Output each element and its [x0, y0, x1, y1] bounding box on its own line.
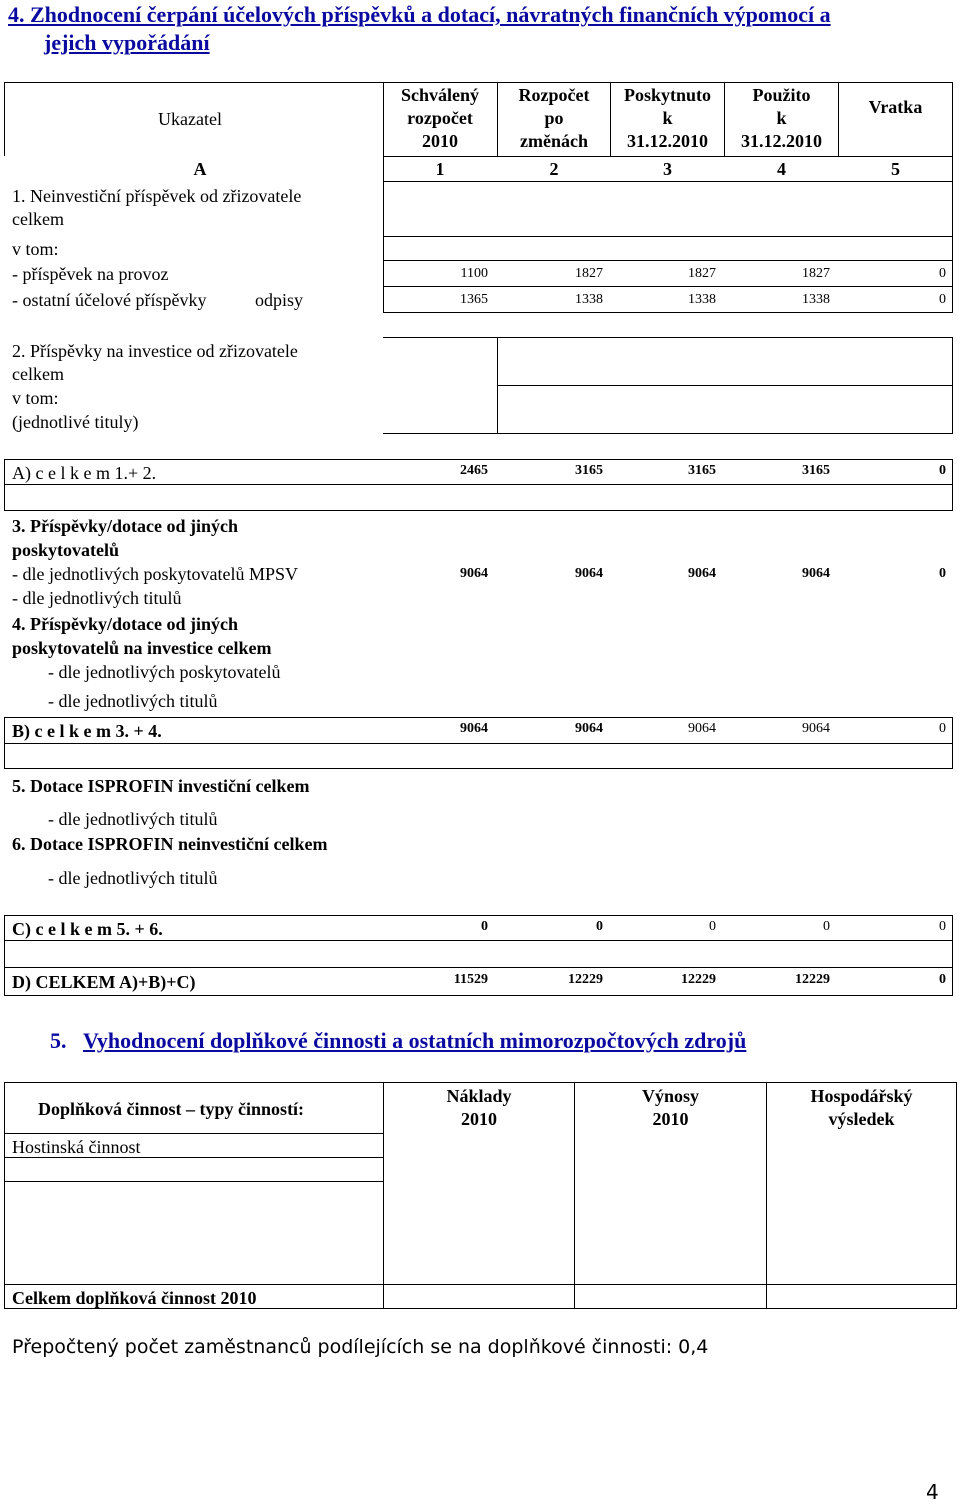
row-ostatni-v4: 1338: [802, 292, 830, 307]
section-4-title-line2: jejich vypořádání: [44, 30, 210, 55]
sum-c-label: C) c e l k e m 5. + 6.: [12, 919, 163, 939]
sum-b-v5: 0: [939, 721, 946, 736]
row-3-titulu: - dle jednotlivých titulů: [12, 588, 182, 608]
sum-c-v5: 0: [939, 919, 946, 934]
vtom-label-2: v tom:: [12, 388, 59, 408]
row-mpsv-v4: 9064: [802, 566, 830, 581]
sum-d-v3: 12229: [681, 972, 716, 987]
row-5-label: 5. Dotace ISPROFIN investiční celkem: [12, 776, 310, 796]
row-mpsv-v5: 0: [939, 566, 946, 581]
header-revised-budget: Rozpočet po změnách: [518, 85, 590, 151]
header-approved-budget: Schválený rozpočet 2010: [400, 85, 479, 151]
row-mpsv-v2: 9064: [575, 566, 603, 581]
sum-b-v3: 9064: [688, 721, 716, 736]
sum-d-v5: 0: [939, 972, 946, 987]
row-provoz-v5: 0: [939, 266, 946, 281]
vtom-label: v tom:: [12, 239, 59, 259]
sum-c-v3: 0: [709, 919, 716, 934]
row-mpsv-v3: 9064: [688, 566, 716, 581]
sum-d-label: D) CELKEM A)+B)+C): [12, 972, 196, 992]
row-ostatni-v2: 1338: [575, 292, 603, 307]
row-4-titulu: - dle jednotlivých titulů: [48, 691, 218, 711]
row-2-label-cont: celkem: [12, 364, 64, 384]
row-provoz-v1: 1100: [460, 266, 488, 281]
row-1-label: 1. Neinvestiční příspěvek od zřizovatele: [12, 186, 302, 206]
row-ostatni-v1: 1365: [460, 292, 488, 307]
sum-b-v2: 9064: [575, 721, 603, 736]
sum-a-v4: 3165: [802, 463, 830, 478]
row-ostatni-sub: odpisy: [255, 290, 304, 310]
row-provoz-v3: 1827: [688, 266, 716, 281]
index-4: 4: [777, 159, 786, 179]
sum-a-v5: 0: [939, 463, 946, 478]
header-costs: Náklady 2010: [446, 1086, 512, 1129]
row-provoz-v4: 1827: [802, 266, 830, 281]
sum-c-v1: 0: [481, 919, 488, 934]
row-3-label-cont: poskytovatelů: [12, 540, 120, 560]
index-1: 1: [435, 159, 445, 179]
sum-d-v2: 12229: [568, 972, 603, 987]
sum-a-v3: 3165: [688, 463, 716, 478]
sum-b-v1: 9064: [460, 721, 488, 736]
total-supplementary: Celkem doplňková činnost 2010: [12, 1288, 257, 1308]
row-5-titulu: - dle jednotlivých titulů: [48, 809, 218, 829]
row-2-label: 2. Příspěvky na investice od zřizovatele: [12, 341, 298, 361]
row-ostatni-v3: 1338: [688, 292, 716, 307]
row-mpsv-label: - dle jednotlivých poskytovatelů MPSV: [12, 564, 298, 584]
row-mpsv-v1: 9064: [460, 566, 488, 581]
sum-d-v4: 12229: [795, 972, 830, 987]
sum-a-v2: 3165: [575, 463, 603, 478]
header-indicator: Ukazatel: [158, 109, 222, 129]
index-a: A: [193, 159, 207, 179]
tituly-label: (jednotlivé tituly): [12, 412, 139, 432]
sum-a-label: A) c e l k e m 1.+ 2.: [12, 463, 157, 483]
row-provoz-v2: 1827: [575, 266, 603, 281]
row-ostatni-label: - ostatní účelové příspěvky: [12, 290, 207, 310]
header-used: Použito k 31.12.2010: [741, 85, 822, 151]
row-4-posk: - dle jednotlivých poskytovatelů: [48, 662, 281, 682]
sum-c-v2: 0: [596, 919, 603, 934]
row-3-label: 3. Příspěvky/dotace od jiných: [12, 516, 239, 536]
row-4-label-cont: poskytovatelů na investice celkem: [12, 638, 272, 658]
index-3: 3: [663, 159, 672, 179]
section-5-title: 5. Vyhodnocení doplňkové činnosti a ostatních mimorozpočtových zdrojů: [50, 1028, 747, 1053]
page-number: 4: [926, 1480, 939, 1504]
sum-c-v4: 0: [823, 919, 830, 934]
index-5: 5: [891, 159, 900, 179]
sum-a-v1: 2465: [460, 463, 488, 478]
sum-b-label: B) c e l k e m 3. + 4.: [12, 721, 162, 741]
staff-note: Přepočtený počet zaměstnanců podílejících se na doplňkové činnosti: 0,4: [12, 1336, 709, 1358]
row-4-label: 4. Příspěvky/dotace od jiných: [12, 614, 239, 634]
row-6-label: 6. Dotace ISPROFIN neinvestiční celkem: [12, 834, 328, 854]
index-2: 2: [549, 159, 559, 179]
header-result: Hospodářský výsledek: [810, 1086, 913, 1129]
header-provided: Poskytnuto k 31.12.2010: [623, 85, 712, 151]
row-1-label-cont: celkem: [12, 209, 64, 229]
sum-d-v1: 11529: [453, 972, 488, 987]
sum-b-v4: 9064: [802, 721, 830, 736]
activity-type-header: Doplňková činnost – typy činností:: [38, 1099, 305, 1119]
row-6-titulu: - dle jednotlivých titulů: [48, 868, 218, 888]
row-provoz-label: - příspěvek na provoz: [12, 264, 169, 284]
section-4-title-line1: 4. Zhodnocení čerpání účelových příspěvků a dotací, návratných finančních výpomocí a: [8, 2, 831, 27]
header-refund: Vratka: [868, 97, 923, 117]
row-hostinska-cinnost: Hostinská činnost: [12, 1137, 141, 1157]
header-revenues: Výnosy 2010: [641, 1086, 699, 1129]
row-ostatni-v5: 0: [939, 292, 946, 307]
